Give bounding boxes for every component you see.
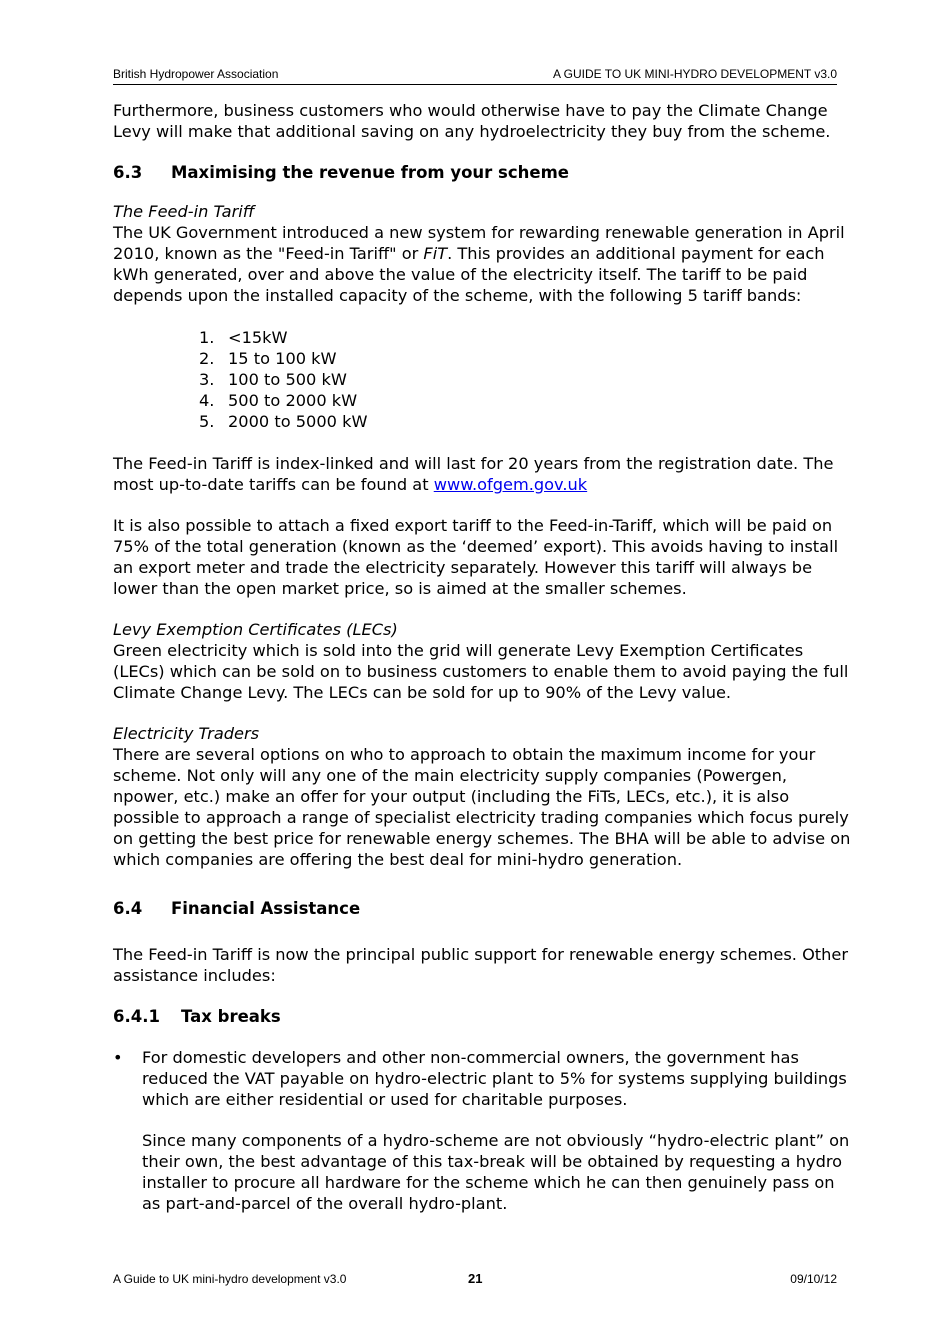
page-content (113, 100, 853, 1214)
subsection-6-4-1-heading (113, 1006, 853, 1027)
fit-paragraph-1: The UK Government introduced a new system for rewarding renewable generation in April 2010, known as the "Feed-in Tariff" or FiT. This provides an additional payment for each kWh generated, over and above the value of the electricity itself. The tariff to be paid depends upon the installed capacity of the scheme, with the following 5 tariff bands: (113, 223, 845, 305)
list-item: 4. 500 to 2000 kW (199, 391, 358, 410)
fit-subheading: The Feed-in Tariff (113, 202, 255, 221)
section-title: Maximising the revenue from your scheme (171, 163, 569, 182)
lec-paragraph: Green electricity which is sold into the grid will generate Levy Exemption Certificates (LECs) which can be sold on to business customers to enable them to avoid paying the full Climate Change Levy. The LECs can be sold for up to 90% of the Levy value. (113, 641, 849, 702)
tariff-bands-list (113, 327, 853, 432)
traders-subheading: Electricity Traders (113, 724, 260, 743)
ofgem-link[interactable]: www.ofgem.gov.uk (433, 475, 588, 494)
header-doc-title: A GUIDE TO UK MINI-HYDRO DEVELOPMENT v3.0 (552, 67, 837, 81)
list-item: 3. 100 to 500 kW (199, 370, 347, 389)
subsection-number: 6.4.1 (113, 1007, 160, 1026)
section-number: 6.4 (113, 899, 143, 918)
list-item: 5. 2000 to 5000 kW (199, 412, 368, 431)
page-header (113, 67, 837, 85)
footer-date: 09/10/12 (790, 1272, 837, 1286)
fit-paragraph-2: The Feed-in Tariff is index-linked and will last for 20 years from the registration date. The most up-to-date tariffs can be found at www.ofgem.gov.uk (113, 454, 834, 494)
bullet-paragraph-2: Since many components of a hydro-scheme are not obviously “hydro-electric plant” on their own, the best advantage of this tax-break will be obtained by requesting a hydro installer to procure all hardware for the scheme which he can then genuinely pass on as part-and-parcel of the overall hydro-plant. (142, 1131, 850, 1213)
list-item (113, 1047, 853, 1214)
page-number: 21 (468, 1271, 483, 1286)
lec-subheading: Levy Exemption Certificates (LECs) (113, 620, 398, 639)
footer-doc-title: A Guide to UK mini-hydro development v3.0 (113, 1272, 347, 1286)
list-item: 1. <15kW (199, 328, 288, 347)
traders-paragraph: There are several options on who to approach to obtain the maximum income for your scheme. Not only will any one of the main electricity supply companies (Powergen, npower, etc.) make an offer for your output (including the FiTs, LECs, etc.), it is also possible to approach a range of specialist electricity trading companies which focus purely on getting the best price for renewable energy schemes. The BHA will be able to advise on which companies are offering the best deal for mini-hydro generation. (113, 745, 851, 869)
bullet-paragraph-1: For domestic developers and other non-commercial owners, the government has reduced the VAT payable on hydro-electric plant to 5% for systems supplying buildings which are either residential or used for charitable purposes. (142, 1048, 847, 1109)
financial-paragraph: The Feed-in Tariff is now the principal public support for renewable energy schemes. Other assistance includes: (113, 945, 849, 985)
intro-paragraph: Furthermore, business customers who would otherwise have to pay the Climate Change Levy will make that additional saving on any hydroelectricity they buy from the scheme. (113, 101, 831, 141)
fit-paragraph-3: It is also possible to attach a fixed export tariff to the Feed-in-Tariff, which will be paid on 75% of the total generation (known as the ‘deemed’ export). This avoids having to install an export meter and trade the electricity separately. However this tariff will always be lower than the open market price, so is aimed at the smaller schemes. (113, 516, 839, 598)
bullet-icon: • (113, 1048, 123, 1067)
header-org: British Hydropower Association (113, 67, 279, 81)
section-title: Financial Assistance (171, 899, 361, 918)
section-6-3-heading (113, 162, 853, 183)
section-number: 6.3 (113, 163, 143, 182)
subsection-title: Tax breaks (181, 1007, 281, 1026)
section-6-4-heading (113, 898, 853, 919)
list-item: 2. 15 to 100 kW (199, 349, 337, 368)
